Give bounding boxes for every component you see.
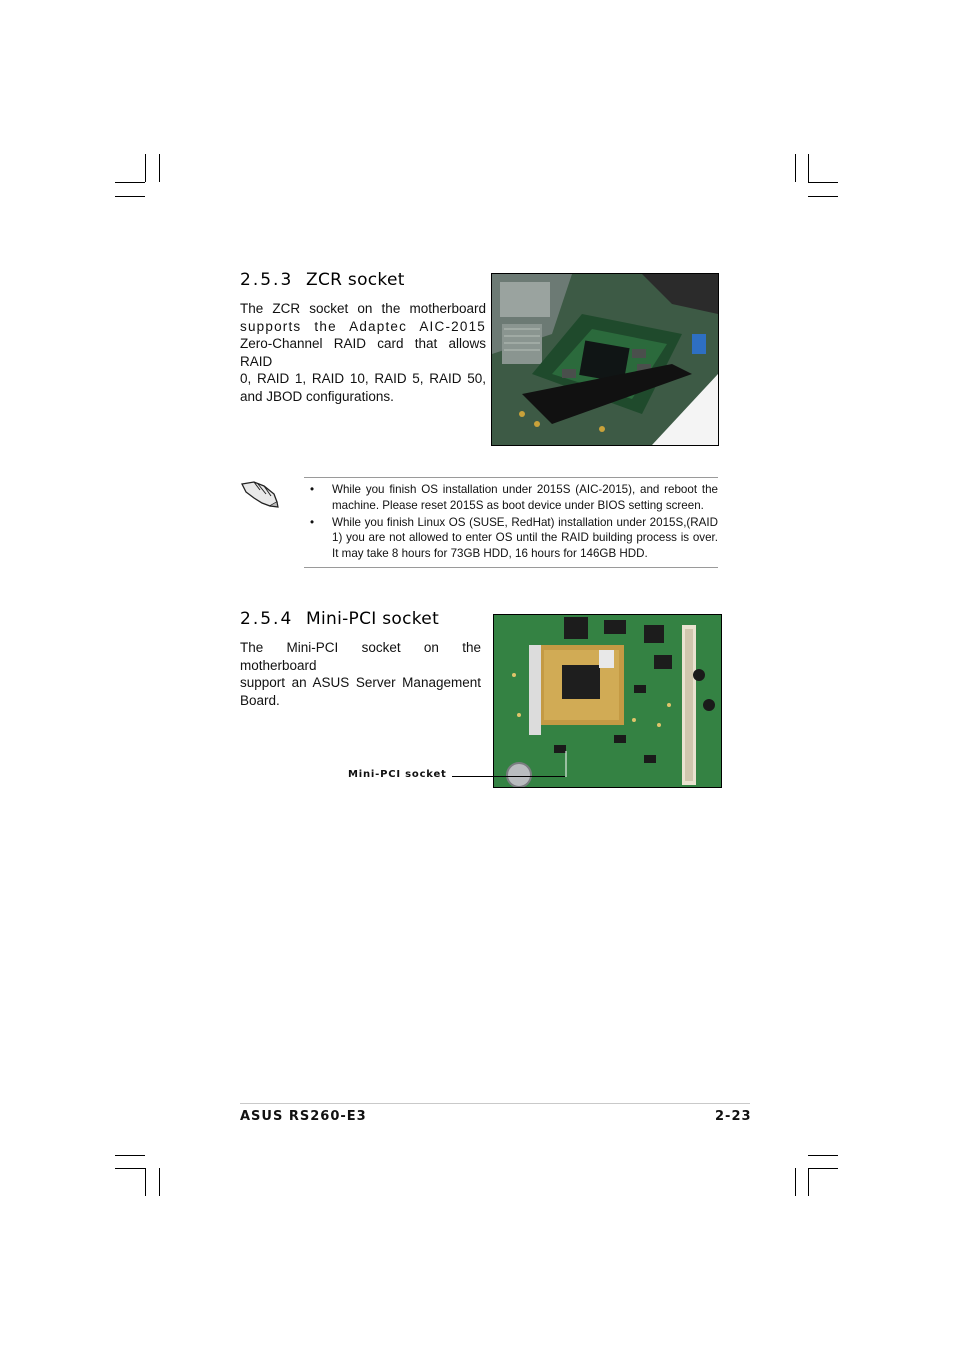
mini-pci-socket-photo: [493, 614, 722, 788]
text-line: and JBOD configurations.: [240, 388, 394, 404]
note-item: [304, 515, 718, 562]
zcr-description: [240, 300, 486, 406]
text-line: support an ASUS Server Management: [240, 675, 481, 691]
mini-pci-callout-label: Mini-PCI socket: [348, 769, 447, 780]
section-number: 2.5.3: [240, 270, 294, 290]
note-list: [304, 482, 718, 563]
footer-rule: [240, 1103, 750, 1104]
section-title: Mini-PCI socket: [306, 609, 440, 629]
callout-leader-line: [452, 776, 565, 777]
section-heading-zcr: [240, 270, 405, 290]
text-line: The ZCR socket on the motherboard: [240, 301, 486, 316]
section-heading-mini-pci: [240, 609, 439, 629]
note-item: [304, 482, 718, 514]
note-box: [304, 477, 718, 568]
page-number: 2-23: [715, 1109, 752, 1124]
text-line: supports the Adaptec AIC-2015: [240, 318, 486, 334]
mini-pci-description: [240, 639, 481, 709]
text-line: Board.: [240, 692, 280, 708]
zcr-socket-photo: [491, 273, 719, 446]
hand-note-icon: [240, 476, 280, 510]
bullet: •: [310, 515, 315, 529]
bullet: •: [310, 483, 315, 496]
note-text: While you finish OS installation under 2015S (AIC-2015), and reboot the machine. Please reset 2015S as boot device under BIOS setting screen.: [332, 483, 718, 512]
text-line: The Mini-PCI socket on the motherboard: [240, 640, 481, 673]
footer-product-name: ASUS RS260-E3: [240, 1109, 367, 1124]
text-line: 0, RAID 1, RAID 10, RAID 5, RAID 50,: [240, 371, 486, 387]
section-title: ZCR socket: [306, 270, 405, 290]
note-text: While you finish Linux OS (SUSE, RedHat) installation under 2015S,(RAID 1) you are not allowed to enter OS until the RAID building process is over. It may take 8 hours for 73GB HDD, 16 hours for 146GB HDD.: [332, 515, 718, 561]
text-line: Zero-Channel RAID card that allows RAID: [240, 336, 486, 369]
section-number: 2.5.4: [240, 609, 294, 629]
